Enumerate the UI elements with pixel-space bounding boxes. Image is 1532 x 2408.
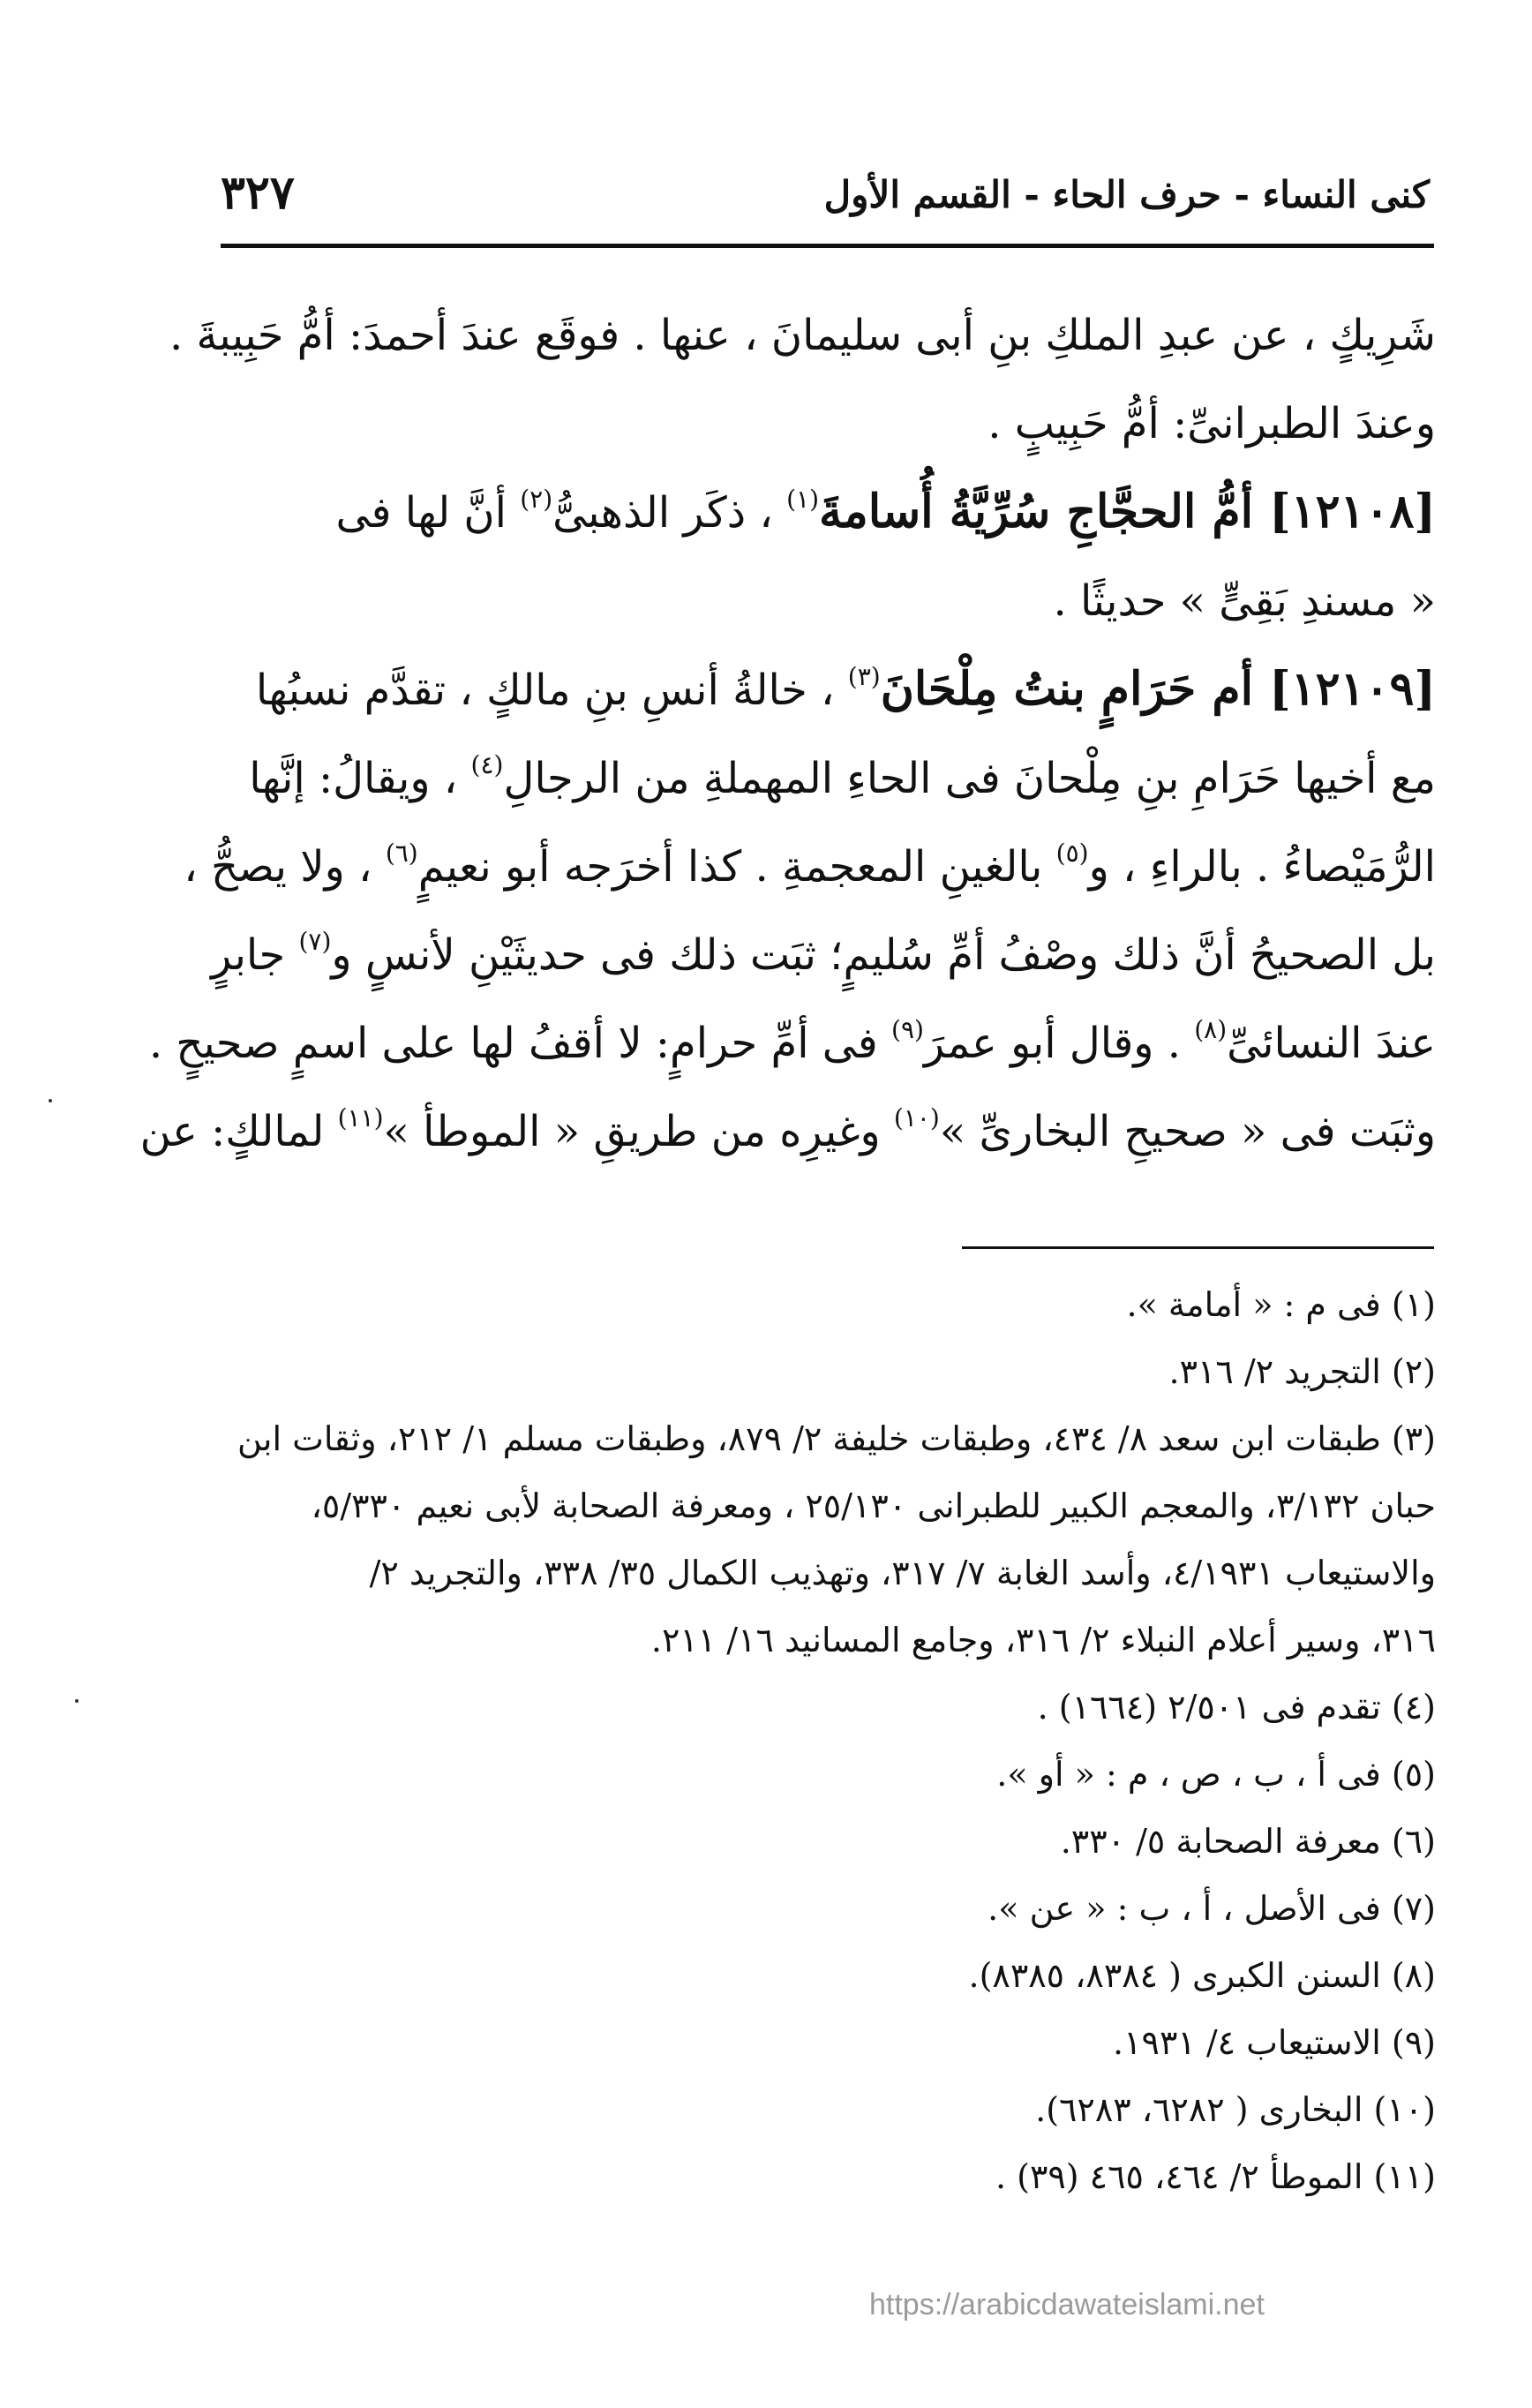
footnote-ref[interactable]: (٩) (891, 1015, 924, 1044)
entry-text: مع أخيها حَرَامِ بنِ مِلْحانَ فى الحاءِ المهملةِ من الرجالِ (503, 754, 1436, 803)
entry-text: وثبَت فى « صحيحِ البخارىِّ » (939, 1107, 1436, 1156)
footnote-ref[interactable]: (٥) (1055, 839, 1089, 868)
footnote-continuation: والاستيعاب ٤/١٩٣١، وأسد الغابة ٧/ ٣١٧، وتهذيب الكمال ٣٥/ ٣٣٨، والتجريد ٢/ (369, 1554, 1436, 1592)
entry-title: [١٢١٠٨] أمُّ الحجَّاجِ سُرِّيَّةُ أُسامةَ (819, 485, 1436, 538)
entry-text: بل الصحيحُ أنَّ ذلك وصْفُ أمِّ سُليمٍ؛ ثبَت ذلك فى حديثَيْنِ لأنسٍ و (331, 930, 1436, 980)
footnote-ref[interactable]: (٣) (847, 662, 881, 691)
footnote: (١١) الموطأ ٢/ ٤٦٤، ٤٦٥ (٣٩) . (995, 2157, 1436, 2196)
entry-text: ، خالةُ أنسِ بنِ مالكٍ ، تقدَّم نسبُها (255, 666, 835, 715)
footnote: (٤) تقدم فى ٢/٥٠١ (١٦٦٤) . (1037, 1688, 1436, 1727)
running-title: كنى النساء - حرف الحاء - القسم الأول (823, 173, 1430, 216)
entry-text: . وقال أبو عمرَ (923, 1019, 1181, 1068)
footnote: (٦) معرفة الصحابة ٥/ ٣٣٠. (1060, 1822, 1436, 1861)
footnote: (٥) فى أ ، ب ، ص ، م : « أو ». (996, 1755, 1436, 1794)
text-line (184, 823, 1436, 911)
footnote-ref[interactable]: (٢) (520, 485, 553, 514)
text-line: « مسندِ بَقِىٍّ » حديثًا . (1053, 576, 1436, 626)
footnotes (205, 1271, 1436, 2210)
footnote-continuation: حبان ٣/١٣٢، والمعجم الكبير للطبرانى ٢٥/١٣٠ ، ومعرفة الصحابة لأبى نعيم ٥/٣٣٠، (311, 1486, 1436, 1525)
scan-speck (75, 1699, 79, 1703)
text-line (205, 734, 1436, 823)
text-line (205, 911, 1436, 999)
entry-text: لمالكٍ: عن (139, 1107, 325, 1156)
watermark-url: https://arabicdawateislami.net (869, 2288, 1265, 2321)
footnote-separator (962, 1246, 1434, 1249)
entry-12109 (205, 645, 1436, 734)
page-number: ٣٢٧ (221, 166, 295, 220)
footnote-ref[interactable]: (٦) (385, 839, 418, 868)
text-line (139, 1087, 1436, 1176)
entry-text: فى أمِّ حرامٍ: لا أقفُ لها على اسمٍ صحيحٍ . (148, 1019, 878, 1068)
footnote: (١) فى م : « أمامة ». (1126, 1285, 1436, 1324)
text-line (148, 999, 1436, 1087)
entry-text: جابرٍ (211, 930, 286, 980)
footnote-ref[interactable]: (٨) (1194, 1015, 1228, 1044)
entry-text: الرُّمَيْصاءُ . بالراءِ ، و (1088, 842, 1436, 892)
entry-text: ، ولا يصحُّ ، (184, 842, 372, 892)
main-text (139, 291, 1436, 1176)
footnote: (٧) فى الأصل ، أ ، ب : « عن ». (988, 1889, 1436, 1928)
entry-12108 (205, 468, 1436, 557)
entry-text: ، ذكَر الذهبىُّ (552, 488, 773, 538)
entry-text: بالغينِ المعجمةِ . كذا أخرَجه أبو نعيمٍ (417, 842, 1043, 892)
entry-text: عندَ النسائىِّ (1227, 1019, 1436, 1068)
scan-speck (49, 1099, 52, 1102)
footnote-ref[interactable]: (١١) (337, 1103, 384, 1133)
entry-text: أنَّ لها فى (335, 488, 507, 538)
footnote-ref[interactable]: (١٠) (893, 1103, 940, 1133)
running-header (221, 159, 1430, 247)
footnote-ref[interactable]: (٤) (470, 750, 504, 779)
footnote-continuation: ٣١٦، وسير أعلام النبلاء ٢/ ٣١٦، وجامع المسانيد ١٦/ ٢١١. (650, 1621, 1436, 1659)
entry-text: ، ويقالُ: إنَّها (249, 754, 458, 803)
text-line: وعندَ الطبرانىِّ: أمُّ حَبِيبٍ . (988, 399, 1436, 448)
footnote: (١٠) البخارى ( ٦٢٨٢، ٦٢٨٣). (1035, 2090, 1436, 2129)
footnote: (٢) التجريد ٢/ ٣١٦. (1168, 1352, 1436, 1391)
footnote: (٨) السنن الكبرى ( ٨٣٨٤، ٨٣٨٥). (968, 1956, 1436, 1995)
text-line: شَرِيكٍ ، عن عبدِ الملكِ بنِ أبى سليمانَ ، عنها . فوقَع عندَ أحمدَ: أمُّ حَبِيبةَ . (169, 311, 1436, 360)
footnote-ref[interactable]: (٧) (298, 927, 332, 956)
header-rule (221, 244, 1434, 248)
entry-text: وغيرِه من طريقِ « الموطأ » (383, 1107, 881, 1156)
footnote: (٣) طبقات ابن سعد ٨/ ٤٣٤، وطبقات خليفة ٢/ ٨٧٩، وطبقات مسلم ١/ ٢١٢، وثقات ابن (237, 1419, 1436, 1458)
footnote-ref[interactable]: (١) (786, 485, 820, 514)
entry-title: [١٢١٠٩] أم حَرَامٍ بنتُ مِلْحَانَ (880, 662, 1436, 716)
footnote: (٩) الاستيعاب ٤/ ١٩٣١. (1113, 2023, 1436, 2062)
